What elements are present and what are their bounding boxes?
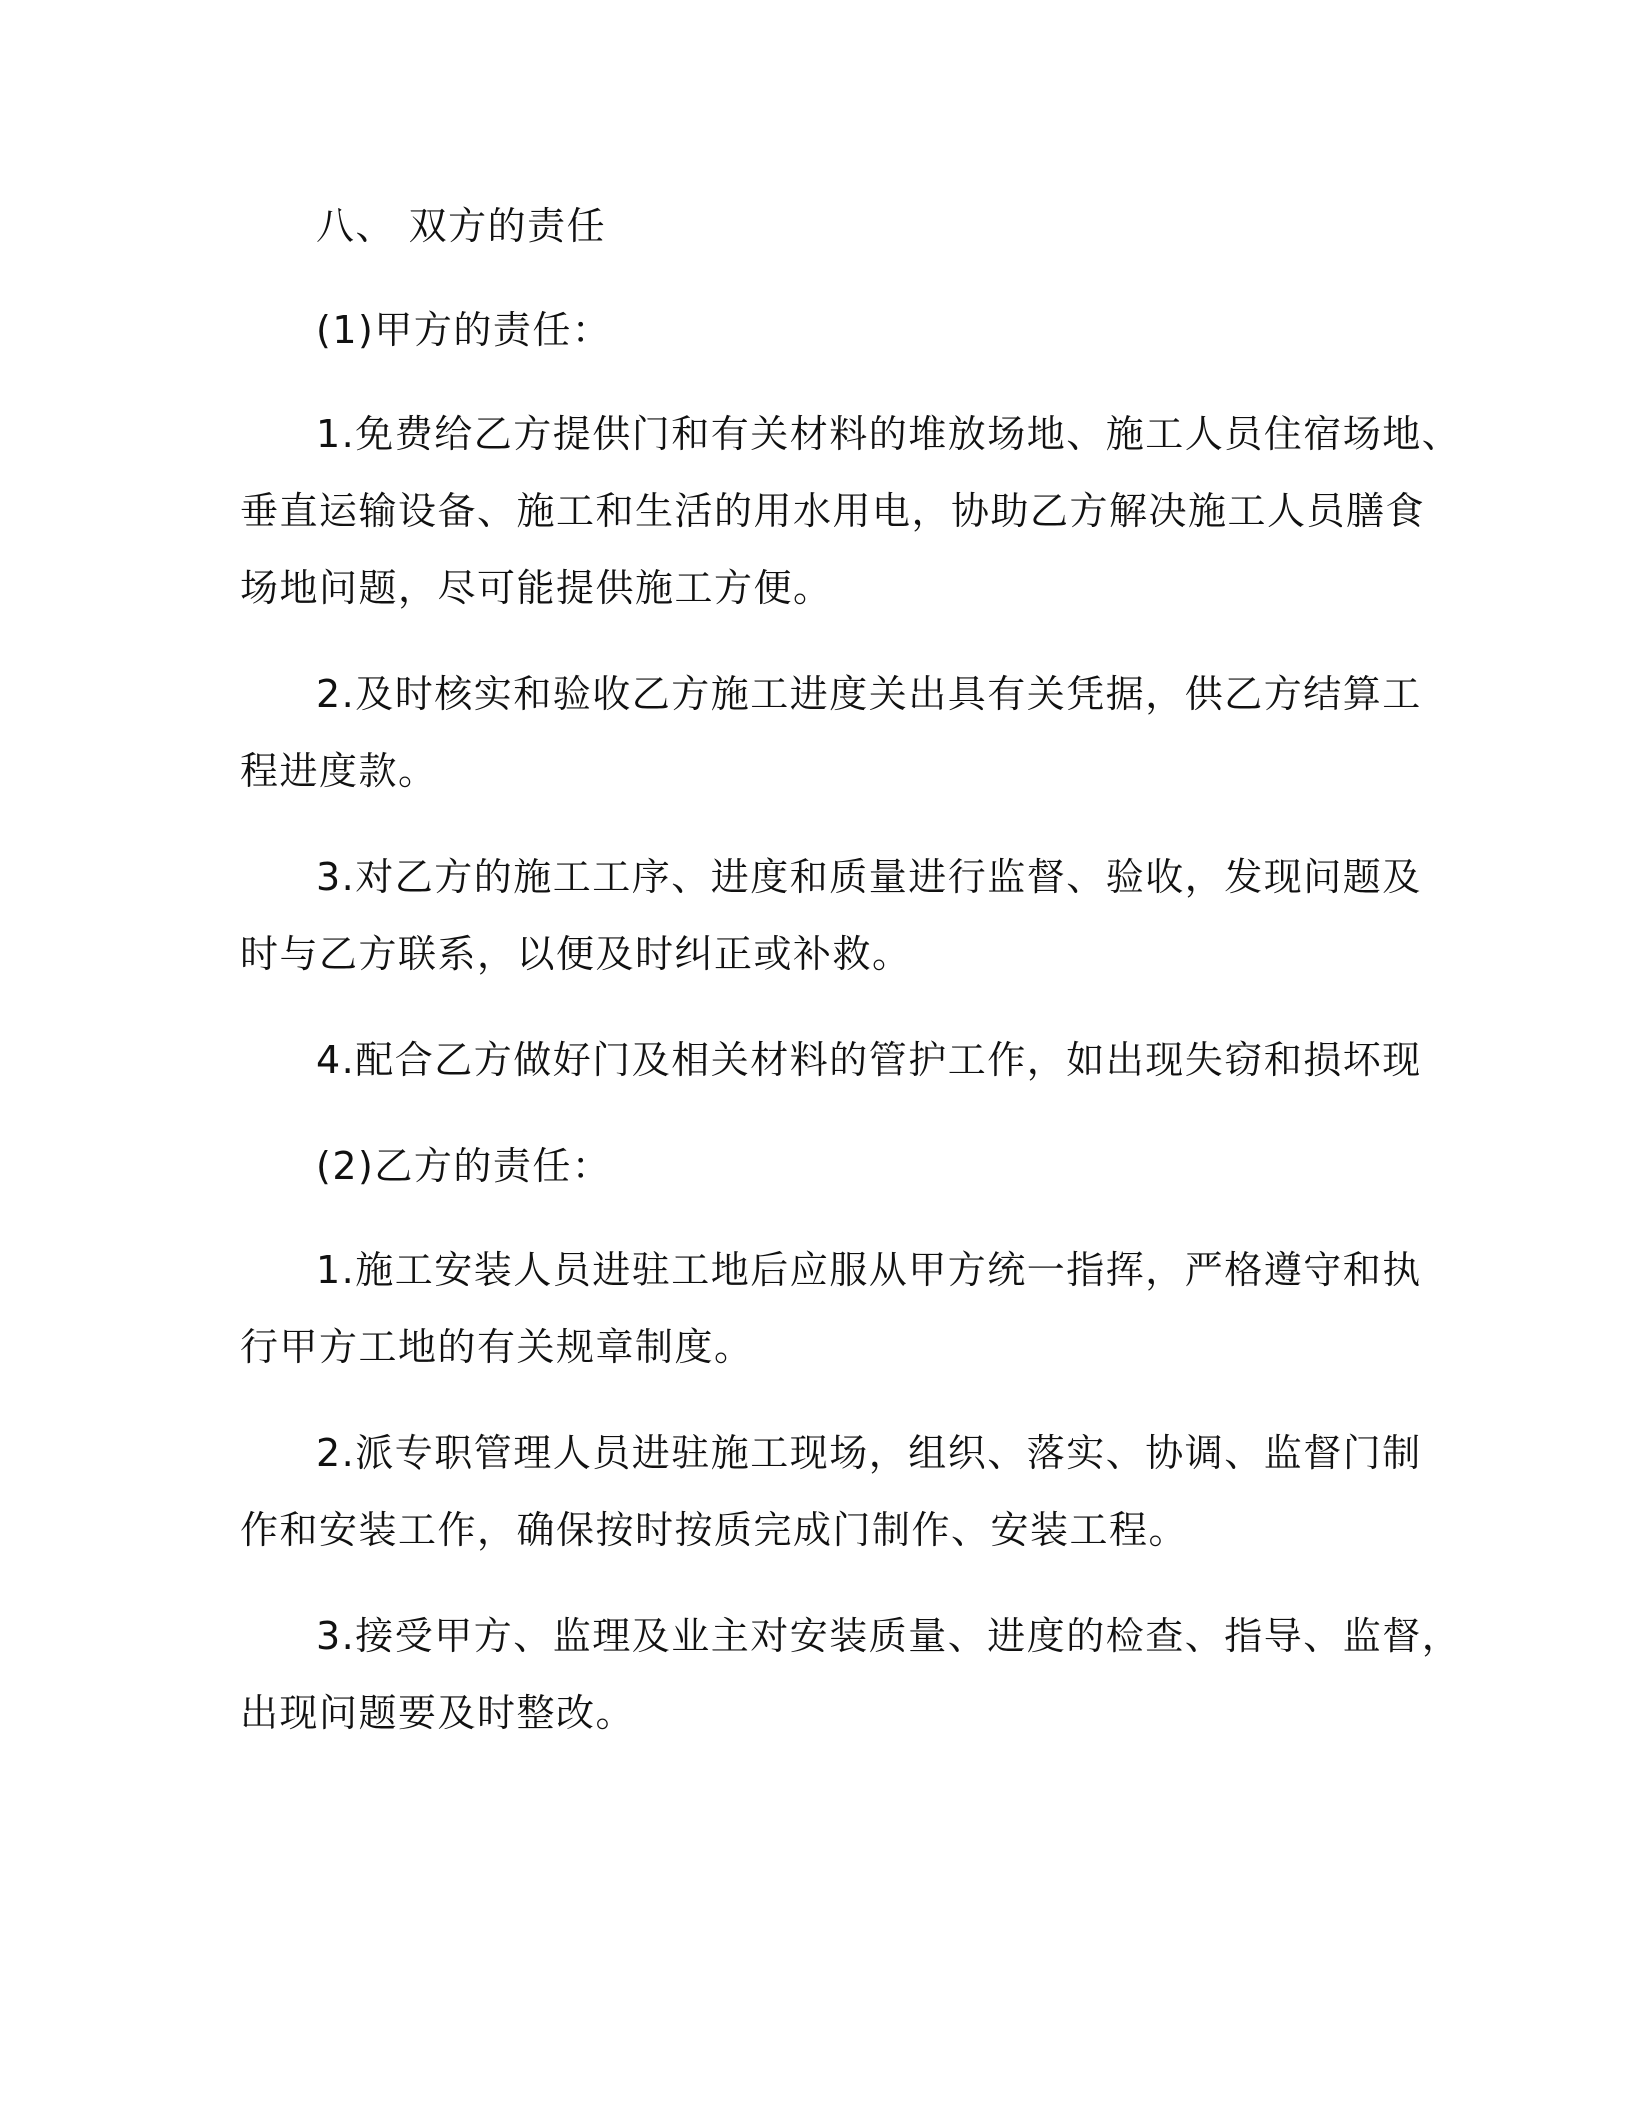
party-b-item-2-line-2: 作和安装工作，确保按时按质完成门制作、安装工程。 [240, 1508, 1189, 1552]
party-a-item-4 [240, 1022, 1422, 1099]
party-b-item-1-line-1: 1.施工安装人员进驻工地后应服从甲方统一指挥，严格遵守和执 [316, 1248, 1422, 1292]
party-a-item-3-line-2: 时与乙方联系，以便及时纠正或补救。 [240, 932, 912, 976]
party-b-title: (2)乙方的责任： [316, 1144, 612, 1188]
party-a-item-2 [240, 656, 1422, 810]
party-b-item-3-line-1: 3.接受甲方、监理及业主对安装质量、进度的检查、指导、监督， [316, 1614, 1462, 1658]
party-a-item-1 [240, 396, 1462, 627]
party-a-item-3 [240, 839, 1422, 993]
party-a-item-2-line-2: 程进度款。 [240, 749, 438, 793]
party-a-title: (1)甲方的责任： [316, 308, 612, 352]
party-b-item-3-line-2: 出现问题要及时整改。 [240, 1691, 636, 1735]
section-heading: 八、 双方的责任 [316, 204, 607, 248]
party-a-item-2-line-1: 2.及时核实和验收乙方施工进度关出具有关凭据，供乙方结算工 [316, 672, 1422, 716]
party-b-item-3 [240, 1598, 1462, 1752]
party-a-item-3-line-1: 3.对乙方的施工工序、进度和质量进行监督、验收，发现问题及 [316, 855, 1422, 899]
party-b-item-2 [240, 1415, 1422, 1569]
party-a-item-1-line-2: 垂直运输设备、施工和生活的用水用电，协助乙方解决施工人员膳食 [240, 489, 1426, 533]
party-a-item-1-line-3: 场地问题，尽可能提供施工方便。 [240, 566, 833, 610]
document-body [240, 188, 1462, 1781]
party-a-item-4-line-1: 4.配合乙方做好门及相关材料的管护工作，如出现失窃和损坏现 [316, 1038, 1422, 1082]
party-a-item-1-line-1: 1.免费给乙方提供门和有关材料的堆放场地、施工人员住宿场地、 [316, 412, 1462, 456]
party-b-item-1 [240, 1232, 1422, 1386]
party-b-item-1-line-2: 行甲方工地的有关规章制度。 [240, 1325, 754, 1369]
party-b-item-2-line-1: 2.派专职管理人员进驻施工现场，组织、落实、协调、监督门制 [316, 1431, 1422, 1475]
